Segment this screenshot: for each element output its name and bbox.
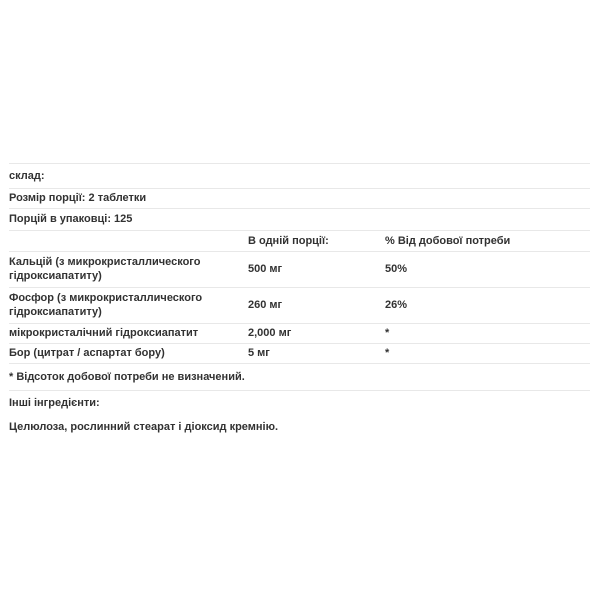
nutrient-daily-value: 50% [385, 263, 408, 275]
nutrient-name: Бор (цитрат / аспартат бору) [9, 347, 165, 359]
table-row-phosphorus [9, 287, 590, 323]
nutrient-name: мікрокристалічний гідроксиапатит [9, 327, 199, 339]
table-row-boron [9, 343, 590, 363]
other-ingredients-text: Целюлоза, рослинний стеарат і діоксид кремнію. [9, 421, 279, 433]
nutrient-name: Фосфор (з микрокристаллического гідроксиапатиту) [9, 292, 203, 318]
table-row-calcium [9, 251, 590, 287]
table-row-hydroxyapatite [9, 323, 590, 343]
table-header-row [9, 230, 590, 251]
nutrient-name: Кальцій (з микрокристаллического гідроксиапатиту) [9, 256, 201, 282]
nutrient-amount: 260 мг [248, 299, 283, 311]
nutrient-daily-value: 26% [385, 299, 408, 311]
column-header-amount: В одній порції: [248, 235, 329, 247]
composition-title: склад: [9, 163, 590, 188]
nutrient-daily-value: * [385, 327, 390, 339]
other-ingredients-label: Інші інгредієнти: [9, 397, 100, 409]
servings-per-container: Порцій в упаковці: 125 [9, 208, 590, 230]
nutrient-amount: 2,000 мг [248, 327, 292, 339]
nutrient-amount: 500 мг [248, 263, 283, 275]
column-header-daily-value: % Від добової потреби [385, 235, 511, 247]
supplement-facts-panel [9, 163, 590, 391]
table-footnote: * Відсоток добової потреби не визначений. [9, 363, 590, 391]
other-ingredients-section [9, 396, 590, 434]
nutrient-amount: 5 мг [248, 347, 270, 359]
serving-size: Розмір порції: 2 таблетки [9, 188, 590, 208]
nutrient-daily-value: * [385, 347, 390, 359]
